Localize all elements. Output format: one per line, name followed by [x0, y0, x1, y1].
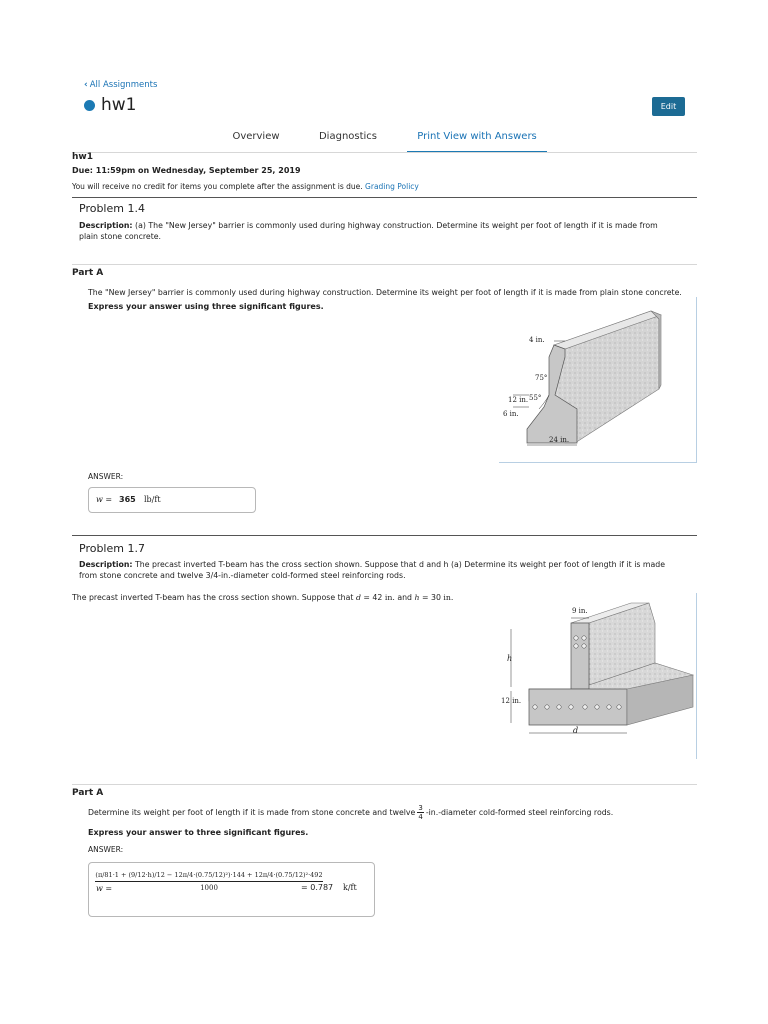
problem-title: Problem 1.7: [79, 542, 145, 555]
t-beam-figure: [499, 593, 697, 759]
dimension-label: h: [507, 654, 513, 663]
answer-numerator: (π/81·1 + (9/12·h)/12 − 12π/4·(0.75/12)²)·144 + 12π/4·(0.75/12)²·492: [95, 871, 322, 882]
answer-variable: w =: [96, 884, 113, 893]
description-line1: (a) The "New Jersey" barrier is commonly used during highway construction. Determine its weight per foot of length if it is made from: [135, 221, 658, 230]
assignment-header: [84, 95, 137, 115]
answer-denominator: 1000: [200, 884, 218, 892]
problem-statement: The precast inverted T-beam has the cross section shown. Suppose that d = 42 in. and h = 30 in.: [72, 593, 454, 602]
answer-box: [88, 487, 256, 513]
description-label: Description:: [79, 560, 133, 569]
part-title: Part A: [72, 268, 104, 278]
assignment-name: hw1: [72, 152, 93, 162]
problem-title: Problem 1.4: [79, 202, 145, 215]
instruction-text: Express your answer using three significant figures.: [88, 302, 324, 311]
answer-unit: k/ft: [343, 883, 357, 892]
status-dot-icon: [84, 100, 95, 111]
answer-label: ANSWER:: [88, 472, 124, 481]
due-date: Due: 11:59pm on Wednesday, September 25, 2019: [72, 166, 301, 175]
dimension-label: 12 in.: [501, 697, 522, 705]
problem-description: [79, 220, 689, 242]
answer-box: [88, 862, 375, 917]
question-text: The "New Jersey" barrier is commonly used during highway construction. Determine its weight per foot of length if it is made from plain stone concrete.: [88, 288, 682, 297]
dimension-label: 9 in.: [572, 607, 588, 615]
barrier-drawing: [499, 297, 697, 463]
answer-value: = 0.787: [301, 883, 334, 892]
dimension-label: d: [573, 726, 579, 735]
dimension-label: 4 in.: [529, 336, 545, 344]
answer-variable: w =: [96, 495, 113, 504]
problem-divider: [72, 197, 697, 198]
tab-overview[interactable]: Overview: [232, 131, 280, 142]
t-beam-drawing: [499, 593, 697, 759]
tab-diagnostics[interactable]: Diagnostics: [318, 131, 378, 142]
instruction-text: Express your answer to three significant figures.: [88, 828, 309, 837]
description-line1: The precast inverted T-beam has the cross section shown. Suppose that d and h (a) Determine its weight per foot of length if it is made: [135, 560, 666, 569]
credit-note-text: You will receive no credit for items you complete after the assignment is due.: [72, 182, 363, 191]
answer-label: ANSWER:: [88, 845, 124, 854]
all-assignments-link[interactable]: [84, 80, 157, 90]
all-assignments-label: All Assignments: [89, 80, 158, 90]
edit-button[interactable]: Edit: [652, 97, 685, 116]
fraction: 3 4: [418, 804, 423, 821]
answer-unit: lb/ft: [144, 495, 161, 504]
tabs-divider: [72, 152, 697, 153]
barrier-figure: [499, 297, 697, 463]
angle-label: 55°: [529, 394, 542, 402]
problem-description: [79, 559, 689, 581]
dimension-label: 24 in.: [549, 436, 570, 444]
section-divider: [72, 264, 697, 265]
question-text: Determine its weight per foot of length if it is made from stone concrete and twelve 3 4 -in.-diameter cold-formed steel reinforcing rods.: [88, 804, 614, 821]
credit-note: [72, 182, 419, 191]
grading-policy-link[interactable]: Grading Policy: [365, 182, 419, 191]
dimension-label: 12 in.: [508, 396, 529, 404]
dimension-label: 6 in.: [503, 410, 519, 418]
problem-divider: [72, 535, 697, 536]
part-title: Part A: [72, 788, 104, 798]
description-label: Description:: [79, 221, 133, 230]
chevron-left-icon: ‹: [84, 80, 88, 90]
description-line2: from stone concrete and twelve 3/4-in.-diameter cold-formed steel reinforcing rods.: [79, 571, 406, 580]
tab-print-view-with-answers[interactable]: Print View with Answers: [407, 129, 547, 153]
description-line2: plain stone concrete.: [79, 232, 162, 241]
answer-value: 365: [119, 495, 136, 504]
section-divider: [72, 784, 697, 785]
angle-label: 75°: [535, 374, 548, 382]
page-title: hw1: [101, 95, 137, 115]
